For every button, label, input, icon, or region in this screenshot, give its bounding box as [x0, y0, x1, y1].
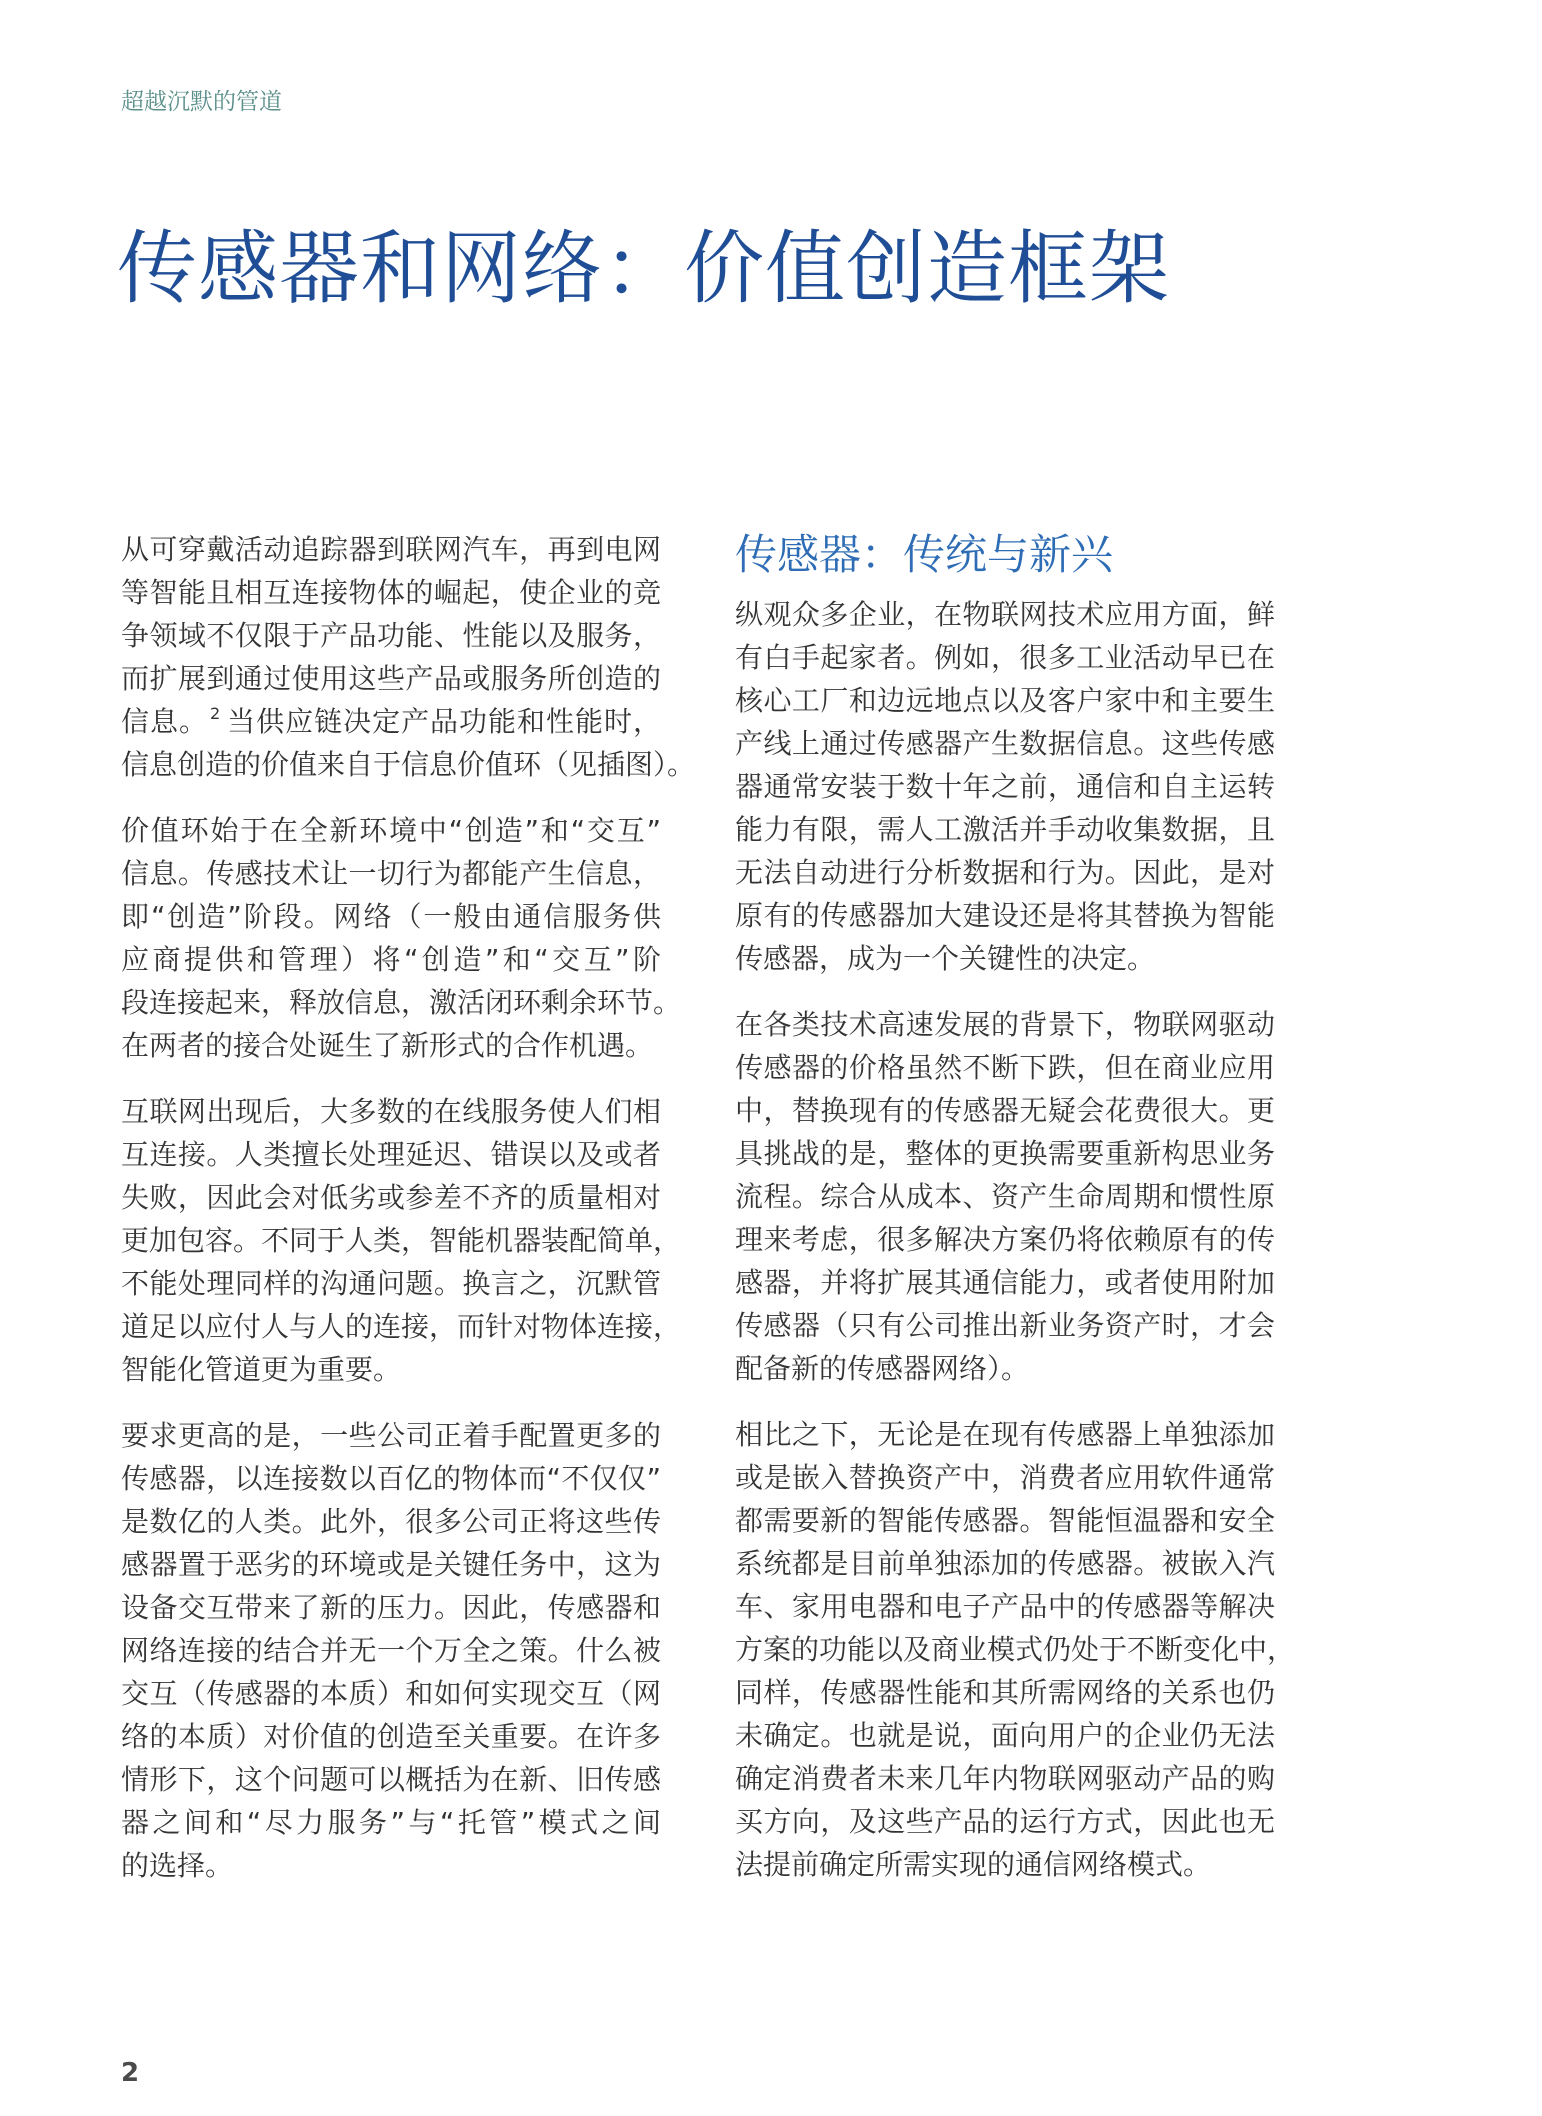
text-line: 价值环始于在全新环境中“创造”和“交互”	[121, 814, 661, 847]
text-line: 互联网出现后，大多数的在线服务使人们相	[121, 1095, 661, 1128]
text-line: 不能处理同样的沟通问题。换言之，沉默管	[121, 1267, 661, 1300]
text-line: 或是嵌入替换资产中，消费者应用软件通常	[735, 1461, 1275, 1494]
paragraph	[735, 593, 1275, 980]
text-line: 器之间和“尽力服务”与“托管”模式之间	[121, 1806, 661, 1839]
text-line: 信息。传感技术让一切行为都能产生信息，	[121, 857, 661, 890]
running-header: 超越沉默的管道	[121, 89, 282, 115]
text-segment: 信息。	[121, 705, 208, 738]
text-line: 原有的传感器加大建设还是将其替换为智能	[735, 899, 1275, 932]
text-line: 具挑战的是，整体的更换需要重新构思业务	[735, 1137, 1275, 1170]
text-line: 在各类技术高速发展的背景下，物联网驱动	[735, 1008, 1275, 1041]
text-line: 传感器的价格虽然不断下跌，但在商业应用	[735, 1051, 1275, 1084]
text-line: 更加包容。不同于人类，智能机器装配简单，	[121, 1224, 682, 1257]
text-line: 网络连接的结合并无一个万全之策。什么被	[121, 1634, 661, 1667]
text-line: 传感器（只有公司推出新业务资产时，才会	[735, 1309, 1275, 1342]
page-title: 传感器和网络：价值创造框架	[117, 222, 1170, 315]
text-line: 争领域不仅限于产品功能、性能以及服务，	[121, 619, 661, 652]
text-line: 中，替换现有的传感器无疑会花费很大。更	[735, 1094, 1275, 1127]
text-line: 未确定。也就是说，面向用户的企业仍无法	[735, 1719, 1275, 1752]
text-line: 络的本质）对价值的创造至关重要。在许多	[121, 1720, 661, 1753]
section-heading: 传感器：传统与新兴	[735, 530, 1114, 579]
text-line: 无法自动进行分析数据和行为。因此，是对	[735, 856, 1275, 889]
text-line: 从可穿戴活动追踪器到联网汽车，再到电网	[121, 533, 661, 566]
text-line: 流程。综合从成本、资产生命周期和惯性原	[735, 1180, 1275, 1213]
text-line: 要求更高的是，一些公司正着手配置更多的	[121, 1419, 661, 1452]
text-line: 的选择。	[121, 1849, 234, 1882]
text-line: 传感器，以连接数以百亿的物体而“不仅仅”	[121, 1462, 661, 1495]
paragraph	[735, 1003, 1275, 1390]
text-line: 设备交互带来了新的压力。因此，传感器和	[121, 1591, 661, 1624]
text-line: 道足以应付人与人的连接，而针对物体连接，	[121, 1310, 682, 1343]
paragraph	[121, 1090, 682, 1391]
text-line: 同样，传感器性能和其所需网络的关系也仍	[735, 1676, 1275, 1709]
text-line: 互连接。人类擅长处理延迟、错误以及或者	[121, 1138, 661, 1171]
text-line: 核心工厂和边远地点以及客户家中和主要生	[735, 684, 1275, 717]
paragraph	[121, 809, 682, 1067]
text-line: 产线上通过传感器产生数据信息。这些传感	[735, 727, 1275, 760]
paragraph	[121, 528, 696, 786]
text-line: 配备新的传感器网络）。	[735, 1352, 1030, 1385]
text-line: 都需要新的智能传感器。智能恒温器和安全	[735, 1504, 1275, 1537]
paragraph	[735, 1413, 1296, 1886]
text-line: 在两者的接合处诞生了新形式的合作机遇。	[121, 1029, 654, 1062]
text-line: 是数亿的人类。此外，很多公司正将这些传	[121, 1505, 661, 1538]
paragraph	[121, 1414, 661, 1887]
text-line: 系统都是目前单独添加的传感器。被嵌入汽	[735, 1547, 1275, 1580]
text-line: 段连接起来，释放信息，激活闭环剩余环节。	[121, 986, 682, 1019]
text-line: 器通常安装于数十年之前，通信和自主运转	[735, 770, 1275, 803]
text-line: 传感器，成为一个关键性的决定。	[735, 942, 1156, 975]
text-line: 车、家用电器和电子产品中的传感器等解决	[735, 1590, 1275, 1623]
text-line: 智能化管道更为重要。	[121, 1353, 402, 1386]
text-line: 应商提供和管理）将“创造”和“交互”阶	[121, 943, 661, 976]
footnote-reference[interactable]: 2	[209, 704, 221, 723]
text-line: 情形下，这个问题可以概括为在新、旧传感	[121, 1763, 661, 1796]
text-line: 感器，并将扩展其通信能力，或者使用附加	[735, 1266, 1275, 1299]
text-line	[121, 700, 661, 743]
text-line: 有白手起家者。例如，很多工业活动早已在	[735, 641, 1275, 674]
text-line: 纵观众多企业，在物联网技术应用方面，鲜	[735, 598, 1275, 631]
text-line: 等智能且相互连接物体的崛起，使企业的竞	[121, 576, 661, 609]
text-line: 信息创造的价值来自于信息价值环（见插图）。	[121, 748, 696, 781]
text-line: 交互（传感器的本质）和如何实现交互（网	[121, 1677, 661, 1710]
text-line: 法提前确定所需实现的通信网络模式。	[735, 1848, 1212, 1881]
text-line: 买方向，及这些产品的运行方式，因此也无	[735, 1805, 1275, 1838]
text-line: 方案的功能以及商业模式仍处于不断变化中，	[735, 1633, 1296, 1666]
left-column	[121, 528, 696, 1910]
text-segment: 当供应链决定产品功能和性能时，	[226, 705, 661, 738]
text-line: 确定消费者未来几年内物联网驱动产品的购	[735, 1762, 1275, 1795]
text-line: 感器置于恶劣的环境或是关键任务中，这为	[121, 1548, 661, 1581]
right-column	[735, 593, 1296, 1909]
text-line: 即“创造”阶段。网络（一般由通信服务供	[121, 900, 661, 933]
text-line: 能力有限，需人工激活并手动收集数据，且	[735, 813, 1275, 846]
text-line: 失败，因此会对低劣或参差不齐的质量相对	[121, 1181, 661, 1214]
text-line: 理来考虑，很多解决方案仍将依赖原有的传	[735, 1223, 1275, 1256]
text-line: 而扩展到通过使用这些产品或服务所创造的	[121, 662, 661, 695]
page-number: 2	[121, 2058, 140, 2088]
text-line: 相比之下，无论是在现有传感器上单独添加	[735, 1418, 1275, 1451]
